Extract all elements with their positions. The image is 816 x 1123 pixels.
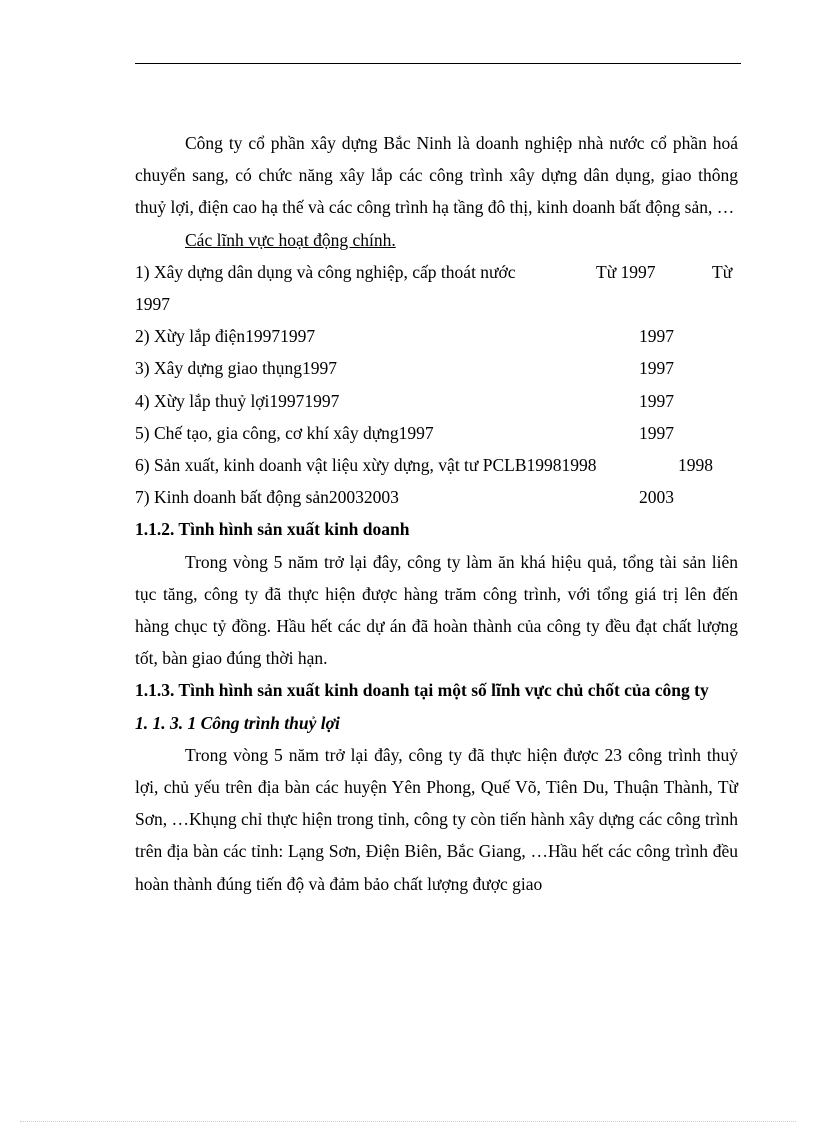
field-year: 2003 <box>639 487 674 508</box>
field-year: 1997 <box>639 358 674 379</box>
list-item <box>135 385 738 417</box>
field-label: 2) Xừy lắp điện19971997 <box>135 326 316 347</box>
section-body-1-1-2: Trong vòng 5 năm trở lại đây, công ty làm ăn khá hiệu quả, tổng tài sản liên tục tăng, công ty đã thực hiện được hàng trăm công trình, với tổng giá trị lên đến hàng chục tỷ đồng. Hầu hết các dự án đã hoàn thành của công ty đều đạt chất lượng tốt, bàn giao đúng thời hạn. <box>135 551 738 669</box>
field-label: 7) Kinh doanh bất động sản20032003 <box>135 487 399 508</box>
list-item <box>135 417 738 449</box>
field-label: 6) Sản xuất, kinh doanh vật liệu xừy dựng, vật tư PCLB19981998 <box>135 455 597 476</box>
field-label: 1997 <box>135 294 170 315</box>
field-year: 1997 <box>639 326 674 347</box>
list-item <box>135 481 738 513</box>
section-body-1-1-3-1: Trong vòng 5 năm trở lại đây, công ty đã thực hiện được 23 công trình thuỷ lợi, chủ yếu trên địa bàn các huyện Yên Phong, Quế Võ, Tiên Du, Thuận Thành, Từ Sơn, …Khụng chỉ thực hiện trong tỉnh, công ty còn tiến hành xây dựng các công trình trên địa bàn các tỉnh: Lạng Sơn, Điện Biên, Bắc Giang, …Hầu hết các công trình đều hoàn thành đúng tiến độ và đảm bảo chất lượng được giao <box>135 744 738 894</box>
fields-heading-text: Các lĩnh vực hoạt động chính. <box>185 229 396 250</box>
field-year: 1997 <box>639 390 674 411</box>
fields-heading <box>135 224 738 256</box>
fields-list <box>135 256 738 514</box>
header-rule <box>135 63 741 64</box>
field-year: Từ 1997 <box>596 261 656 282</box>
field-label: 3) Xây dựng giao thụng1997 <box>135 358 337 379</box>
section-heading-1-1-2: 1.1.2. Tình hình sản xuất kinh doanh <box>135 519 410 540</box>
document-body <box>135 127 738 900</box>
section-heading-1-1-3: 1.1.3. Tình hình sản xuất kinh doanh tại một số lĩnh vực chủ chốt của công ty <box>135 680 709 701</box>
list-item <box>135 288 738 320</box>
field-label: 5) Chế tạo, gia công, cơ khí xây dựng1997 <box>135 422 434 443</box>
list-item <box>135 320 738 352</box>
list-item <box>135 449 738 481</box>
list-item <box>135 352 738 384</box>
field-year: Từ <box>712 261 733 282</box>
list-item <box>135 256 738 288</box>
field-label: 4) Xừy lắp thuỷ lợi19971997 <box>135 390 340 411</box>
field-label: 1) Xây dựng dân dụng và công nghiệp, cấp thoát nước <box>135 261 516 282</box>
field-year: 1998 <box>678 455 713 476</box>
intro-paragraph: Công ty cổ phần xây dựng Bắc Ninh là doanh nghiệp nhà nước cổ phần hoá chuyển sang, có chức năng xây lắp các công trình xây dựng dân dụng, giao thông thuỷ lợi, điện cao hạ thế và các công trình hạ tầng đô thị, kinh doanh bất động sản, … <box>135 133 738 218</box>
section-heading-1-1-3-1: 1. 1. 3. 1 Công trình thuỷ lợi <box>135 712 340 733</box>
footer-rule <box>20 1121 796 1122</box>
field-year: 1997 <box>639 422 674 443</box>
